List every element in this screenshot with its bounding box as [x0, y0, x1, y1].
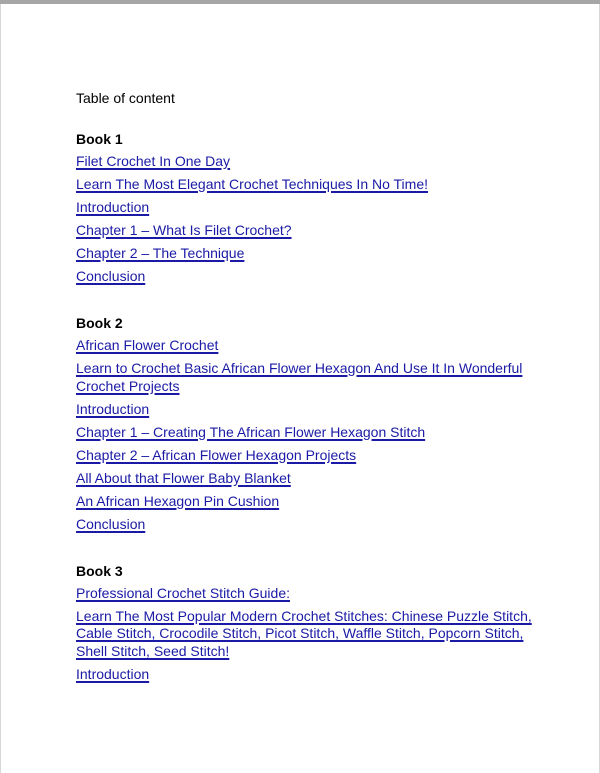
toc-link[interactable]: Chapter 1 – Creating The African Flower Hexagon Stitch [76, 423, 426, 440]
toc-entry [76, 608, 546, 661]
toc-entry [76, 199, 546, 217]
toc-entry [76, 666, 546, 684]
toc-link[interactable]: Chapter 2 – African Flower Hexagon Projects [76, 446, 357, 463]
toc-link-list [76, 337, 546, 534]
toc-entry [76, 470, 546, 488]
toc-entry [76, 516, 546, 534]
toc-link[interactable]: All About that Flower Baby Blanket [76, 469, 291, 486]
toc-entry [76, 424, 546, 442]
book-heading: Book 2 [76, 314, 123, 331]
toc-link[interactable]: Introduction [76, 665, 150, 682]
toc-entry [76, 585, 546, 603]
toc-entry [76, 401, 546, 419]
toc-link[interactable]: Learn to Crochet Basic African Flower Hexagon And Use It In Wonderful Crochet Projects [76, 360, 523, 394]
toc-link[interactable]: Conclusion [76, 516, 146, 533]
page-left-edge [0, 4, 1, 773]
toc-link[interactable]: African Flower Crochet [76, 336, 219, 353]
toc-link-list [76, 585, 546, 684]
book-1-section [76, 130, 546, 286]
toc-entry [76, 153, 546, 171]
document-page-content [76, 89, 546, 711]
toc-link[interactable]: Chapter 1 – What Is Filet Crochet? [76, 222, 292, 239]
toc-entry [76, 447, 546, 465]
toc-link[interactable]: Conclusion [76, 268, 146, 285]
toc-entry [76, 337, 546, 355]
book-heading: Book 1 [76, 131, 123, 147]
toc-title: Table of content [76, 90, 175, 106]
toc-link[interactable]: Chapter 2 – The Technique [76, 245, 245, 262]
viewer-top-bar [0, 0, 600, 4]
toc-link[interactable]: Learn The Most Elegant Crochet Techniques In No Time! [76, 176, 429, 193]
toc-entry [76, 222, 546, 240]
toc-link[interactable]: Filet Crochet In One Day [76, 153, 231, 169]
toc-entry [76, 245, 546, 263]
toc-link-list [76, 153, 546, 286]
toc-entry [76, 176, 546, 194]
book-3-section [76, 562, 546, 684]
toc-link[interactable]: Introduction [76, 199, 150, 216]
toc-entry [76, 268, 546, 286]
toc-link[interactable]: Learn The Most Popular Modern Crochet Stitches: Chinese Puzzle Stitch, Cable Stitch, Crocodile Stitch, Picot Stitch, Waffle Stitch, Popcorn Stitch, Shell Stitch, Seed Stitch! [76, 607, 532, 659]
toc-link[interactable]: An African Hexagon Pin Cushion [76, 493, 280, 510]
book-heading: Book 3 [76, 562, 123, 579]
book-2-section [76, 314, 546, 534]
toc-entry [76, 360, 546, 395]
toc-link[interactable]: Professional Crochet Stitch Guide: [76, 584, 290, 601]
toc-entry [76, 493, 546, 511]
toc-link[interactable]: Introduction [76, 400, 150, 417]
